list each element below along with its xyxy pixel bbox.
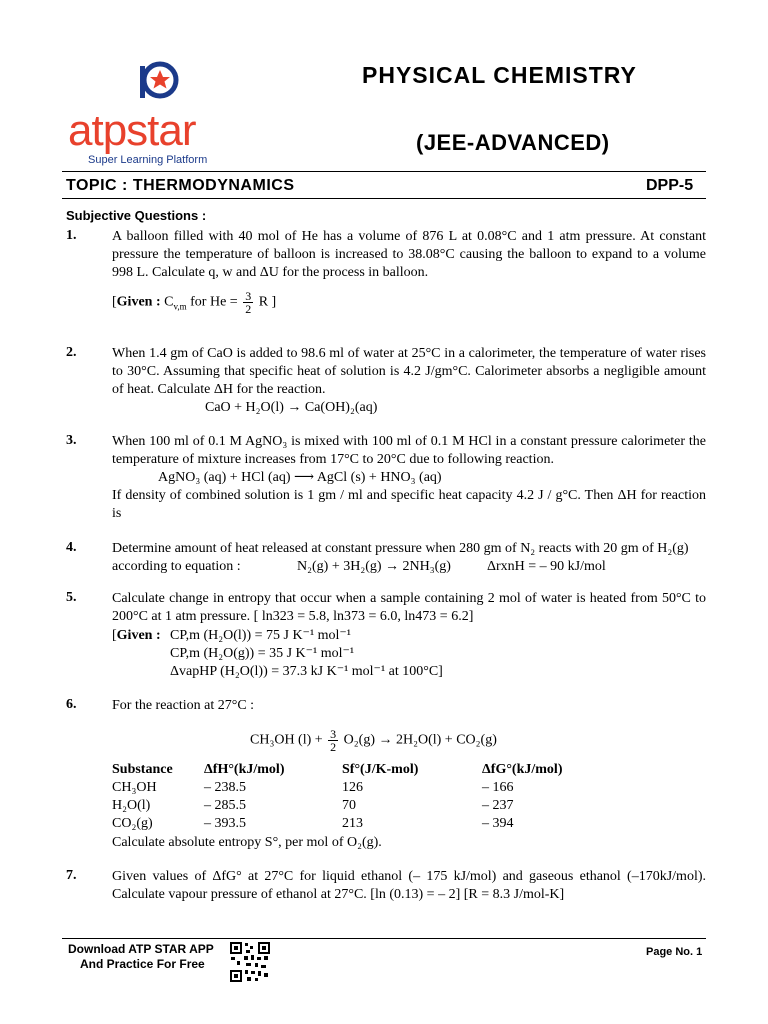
footer-rule [62, 938, 706, 939]
table-row: CH₃OH – 238.5 126 – 166 [112, 780, 514, 795]
table-row: H₂O(l) – 285.5 70 – 237 [112, 798, 514, 813]
thermo-data-table [112, 762, 612, 834]
given-label: Given : [116, 294, 161, 310]
fraction: $\frac{3}{2}$ [330, 727, 337, 754]
question-2-text: When 1.4 gm of CaO is added to 98.6 ml of water at 25°C in a calorimeter, the temperature of water rises to 30°C. Assuming that specific heat of solution is 4.2 J/gm°C. Calorimeter absorbs a negligible amount of heat. Calculate ΔH for the reaction. [112, 346, 706, 397]
question-7-text: Given values of ΔfG° at 27°C for liquid ethanol (– 175 kJ/mol) and gaseous ethanol (–170kJ/mol). Calculate vapour pressure of ethanol at 27°C. [ln (0.13) = – 2] [R = 8.3 J/mol-K] [112, 869, 706, 902]
question-5-number: 5. [66, 590, 77, 605]
question-6-text-2: Calculate absolute entropy S°, per mol of O₂(g). [112, 835, 382, 850]
question-6-text: For the reaction at 27°C : [112, 698, 255, 713]
question-4-text: Determine amount of heat released at constant pressure when 280 gm of N₂ reacts with 20 gm of H₂(g) [112, 541, 689, 556]
question-4-equation: N₂(g) + 3H₂(g) → 2NH₃(g) [297, 559, 451, 574]
section-heading: Subjective Questions : [66, 208, 207, 223]
brand-tagline: Super Learning Platform [88, 154, 208, 166]
footer-practice-line: And Practice For Free [80, 957, 205, 971]
fraction: $\frac{3}{2}$ [245, 289, 252, 316]
dpp-label: DPP-5 [646, 177, 694, 194]
question-5-given-label: [Given : [112, 628, 161, 643]
question-3-number: 3. [66, 433, 77, 448]
table-header-row: Substance ΔfH°(kJ/mol) Sf°(J/K-mol) ΔfG°(kJ/mol) [112, 762, 563, 777]
question-4-number: 4. [66, 540, 77, 555]
question-3-text-2: If density of combined solution is 1 gm / ml and specific heat capacity 4.2 J / g°C. Then ΔH for reaction is [112, 488, 706, 521]
page-title: PHYSICAL CHEMISTRY [362, 62, 637, 88]
question-1-text: A balloon filled with 40 mol of He has a volume of 876 L at 0.08°C and 1 atm pressure. At constant pressure the temperature of balloon is increased to 38.08°C causing the balloon to expand to a volume 998 L. Calculate q, w and ΔU for the process in balloon. [112, 229, 706, 280]
question-7-number: 7. [66, 868, 77, 883]
question-4-text-2: according to equation : [112, 559, 241, 574]
question-6-equation: CH₃OH (l) + $\frac{3}{2}$ O₂(g) → 2H₂O(l) + CO₂(g) [250, 727, 497, 754]
question-5-text: Calculate change in entropy that occur when a sample containing 2 mol of water is heated from 50°C to 200°C at 1 atm pressure. [ ln323 = 5.8, ln373 = 6.0, ln473 = 6.2] [112, 591, 706, 624]
table-row: CO₂(g) – 393.5 213 – 394 [112, 816, 514, 831]
question-5-given-3: ΔvapHP (H₂O(l)) = 37.3 kJ K⁻¹ mol⁻¹ at 100°C] [170, 664, 443, 679]
footer-download-line: Download ATP STAR APP [68, 942, 214, 956]
question-2-number: 2. [66, 345, 77, 360]
brand-name: atpstar [68, 106, 196, 155]
question-5-given-1: CP,m (H₂O(l)) = 75 J K⁻¹ mol⁻¹ [170, 628, 352, 643]
header-bottom-rule [62, 198, 706, 199]
question-5-given-2: CP,m (H₂O(g)) = 35 J K⁻¹ mol⁻¹ [170, 646, 355, 661]
topic-heading: TOPIC : THERMODYNAMICS [66, 177, 295, 194]
question-3-text: When 100 ml of 0.1 M AgNO₃ is mixed with 100 ml of 0.1 M HCl in a constant pressure calorimeter the temperature of mixture increases from 17°C to 20°C due to following reaction. [112, 434, 706, 467]
page-subtitle: (JEE-ADVANCED) [416, 130, 610, 155]
question-3-equation: AgNO₃ (aq) + HCl (aq) ⟶ AgCl (s) + HNO₃ (aq) [158, 470, 442, 485]
question-1-number: 1. [66, 228, 77, 243]
question-2-equation: CaO + H₂O(l) → Ca(OH)₂(aq) [205, 400, 378, 415]
question-4-enthalpy: ΔrxnH = – 90 kJ/mol [487, 559, 606, 574]
question-6-number: 6. [66, 697, 77, 712]
qr-code-icon[interactable] [229, 941, 271, 983]
page-number: Page No. 1 [646, 946, 703, 958]
header-top-rule [62, 171, 706, 172]
question-1-given: [Given : $C_{v,m}$ for He = $\frac{3}{2}$ R ] [112, 289, 277, 316]
